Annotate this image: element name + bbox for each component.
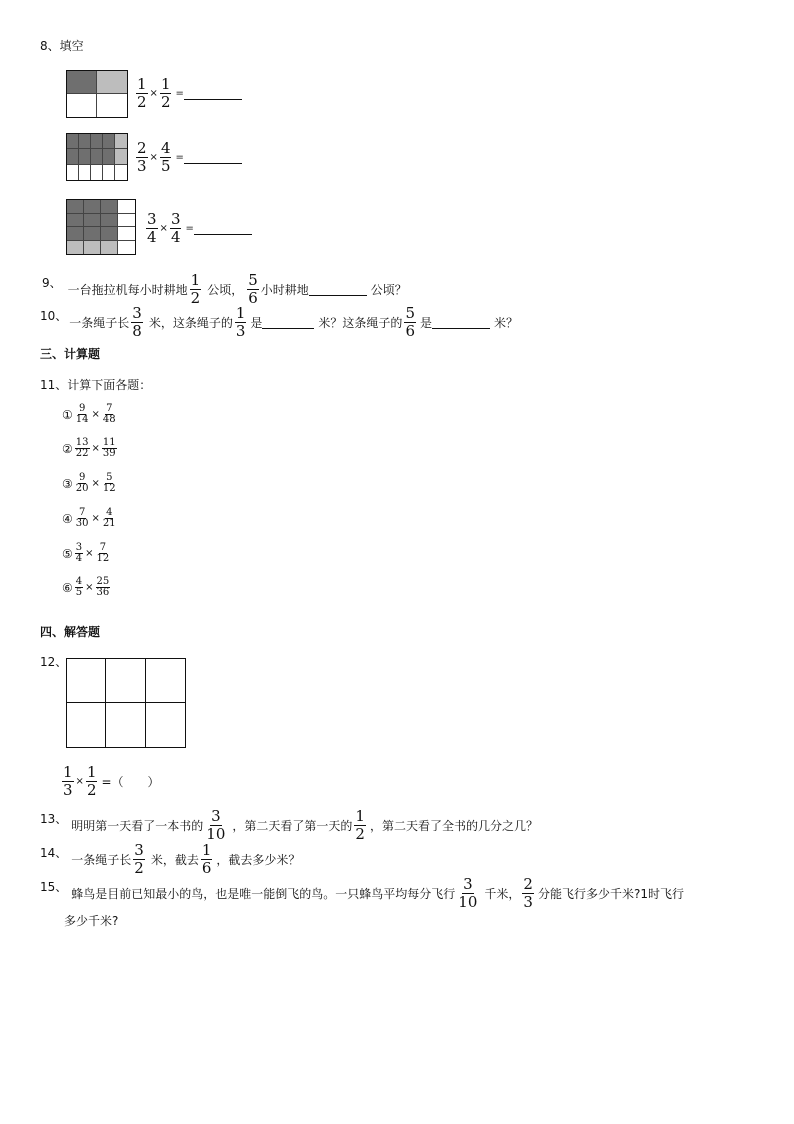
q9: 9、 一台拖拉机每小时耕地 $\frac{1}{2}$ 公顷， $\frac{5}{6}$ 小时耕地 公顷？ [42, 271, 407, 307]
fraction: $\frac{5}{6}$ [248, 271, 258, 307]
fraction: $\frac{3}{10}$ [206, 807, 226, 843]
q8-title: 8、填空 [40, 39, 84, 53]
q11-item-3: ③ $\frac{9}{20}$ × $\frac{5}{12}$ [62, 472, 116, 494]
section-heading-3: 三、计算题 [40, 347, 101, 361]
answer-blank[interactable] [184, 87, 242, 100]
fraction: $\frac{3}{2}$ [134, 841, 144, 877]
fraction: $\frac{5}{6}$ [405, 304, 415, 340]
q11-item-5: ⑤ $\frac{3}{4}$ × $\frac{7}{12}$ [62, 542, 110, 564]
answer-blank[interactable] [309, 283, 367, 296]
q11-item-4: ④ $\frac{7}{30}$ × $\frac{4}{21}$ [62, 507, 116, 529]
answer-blank[interactable] [262, 316, 314, 329]
fraction: $\frac{1}{2}$ [355, 807, 365, 843]
fraction: $\frac{2}{3}$ [137, 139, 147, 175]
fraction: $\frac{1}{2}$ [190, 271, 201, 307]
q8-expr-3: $\frac{3}{4}$ × $\frac{3}{4}$ = [144, 211, 252, 246]
fraction: $\frac{1}{2}$ [86, 763, 97, 799]
q12-number: 12、 [40, 655, 68, 669]
q15-number: 15、 [40, 880, 68, 894]
q11-item-2: ② $\frac{13}{22}$ × $\frac{11}{39}$ [62, 437, 116, 459]
q8-figure-2 [66, 133, 128, 181]
q11-title: 11、计算下面各题： [40, 378, 152, 392]
fraction: $\frac{1}{3}$ [235, 304, 246, 340]
fraction: $\frac{1}{6}$ [201, 841, 212, 877]
fraction: $\frac{3}{10}$ [458, 875, 478, 911]
q13-number: 13、 [40, 812, 68, 826]
answer-blank[interactable] [432, 316, 490, 329]
q11-item-6: ⑥ $\frac{4}{5}$ × $\frac{25}{36}$ [62, 576, 110, 598]
q10: 10、 一条绳子长 $\frac{3}{8}$ 米，这条绳子的 $\frac{1}{3}$ 是 米？这条绳子的 $\frac{5}{6}$ 是 米？ [40, 304, 519, 340]
q8-figure-1 [66, 70, 128, 118]
q14-number: 14、 [40, 846, 68, 860]
q12-grid [66, 658, 186, 748]
q15-continuation: 多少千米? [64, 914, 119, 928]
fraction: $\frac{1}{2}$ [160, 75, 171, 111]
q15: 15、 蜂鸟是目前已知最小的鸟，也是唯一能倒飞的鸟。一只蜂鸟平均每分飞行 $\frac{3}{10}$ 千米， $\frac{2}{3}$ 分能飞行多少千米?1时飞行 [40, 875, 684, 911]
fraction: $\frac{1}{2}$ [137, 75, 147, 111]
q10-number: 10、 [40, 309, 68, 323]
fraction: $\frac{3}{4}$ [170, 210, 181, 246]
q11-item-1: ① $\frac{9}{14}$ × $\frac{7}{48}$ [62, 403, 116, 425]
q12-expr: $\frac{1}{3}$ × $\frac{1}{2}$ =（ ） [63, 763, 160, 799]
answer-paren[interactable]: =（ ） [101, 775, 160, 789]
q9-number: 9、 [42, 276, 62, 290]
q8-expr-2: $\frac{2}{3}$ × $\frac{4}{5}$ = [134, 140, 242, 175]
fraction: $\frac{4}{5}$ [160, 139, 171, 175]
fraction: $\frac{1}{3}$ [63, 763, 73, 799]
q13: 13、 明明第一天看了一本书的 $\frac{3}{10}$ ，第二天看了第一天的 $\frac{1}{2}$ ，第二天看了全书的几分之几？ [40, 807, 538, 843]
q8-expr-1: $\frac{1}{2}$ × $\frac{1}{2}$ = [134, 76, 242, 111]
q14: 14、 一条绳子长 $\frac{3}{2}$ 米，截去 $\frac{1}{6}$ ，截去多少米？ [40, 841, 301, 877]
answer-blank[interactable] [194, 222, 252, 235]
q8-figure-3 [66, 199, 136, 255]
answer-blank[interactable] [184, 151, 242, 164]
fraction: $\frac{3}{8}$ [132, 304, 142, 340]
fraction: $\frac{2}{3}$ [523, 875, 533, 911]
fraction: $\frac{3}{4}$ [147, 210, 157, 246]
section-heading-4: 四、解答题 [40, 625, 101, 639]
